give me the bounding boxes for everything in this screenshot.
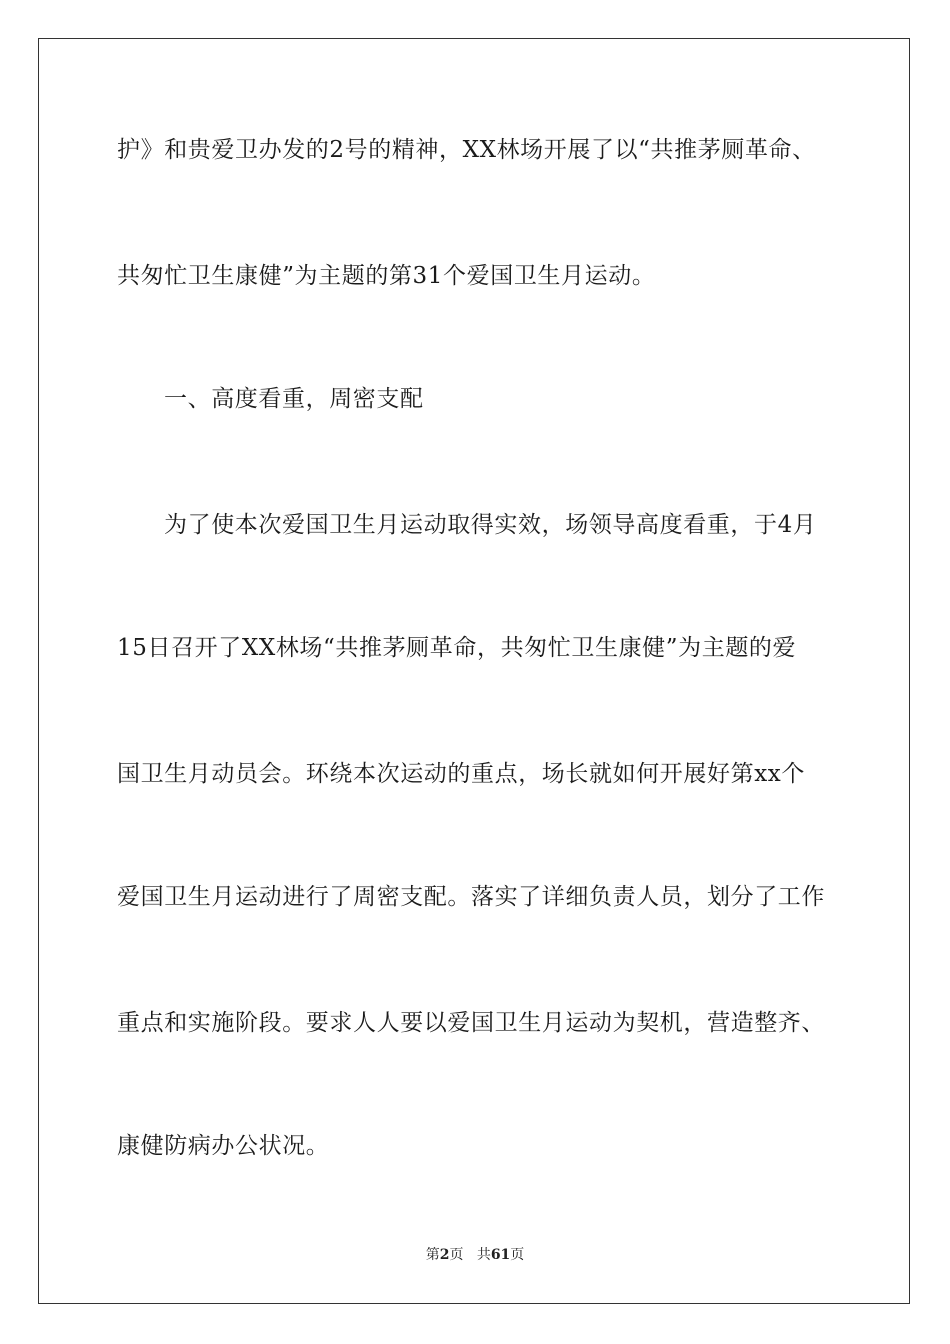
- footer-total-pages: 61: [490, 1247, 511, 1263]
- footer-page-number: 2: [439, 1247, 450, 1263]
- footer-page-suffix: 页: [449, 1247, 464, 1263]
- page-border: [38, 38, 910, 1304]
- footer-total-prefix: 共: [476, 1247, 491, 1263]
- footer-prefix: 第: [425, 1247, 440, 1263]
- body-line-6: 爱国卫生月运动进行了周密支配。落实了详细负责人员，划分了工作: [117, 884, 825, 910]
- body-line-2: 共匆忙卫生康健”为主题的第31个爱国卫生月运动。: [117, 263, 656, 289]
- body-line-1: 护》和贵爱卫办发的2号的精神，XX林场开展了以“共推茅厕革命、: [117, 137, 816, 163]
- body-line-7: 重点和实施阶段。要求人人要以爱国卫生月运动为契机，营造整齐、: [117, 1010, 825, 1036]
- body-line-3: 为了使本次爱国卫生月运动取得实效，场领导高度看重，于4月: [164, 512, 817, 538]
- section-heading: 一、高度看重，周密支配: [164, 386, 424, 412]
- body-line-8: 康健防病办公状况。: [117, 1133, 330, 1159]
- page-footer: [0, 1246, 950, 1264]
- body-line-5: 国卫生月动员会。环绕本次运动的重点，场长就如何开展好第xx个: [117, 761, 805, 787]
- body-line-4: 15日召开了XX林场“共推茅厕革命，共匆忙卫生康健”为主题的爱: [117, 635, 797, 661]
- footer-total-suffix: 页: [510, 1247, 525, 1263]
